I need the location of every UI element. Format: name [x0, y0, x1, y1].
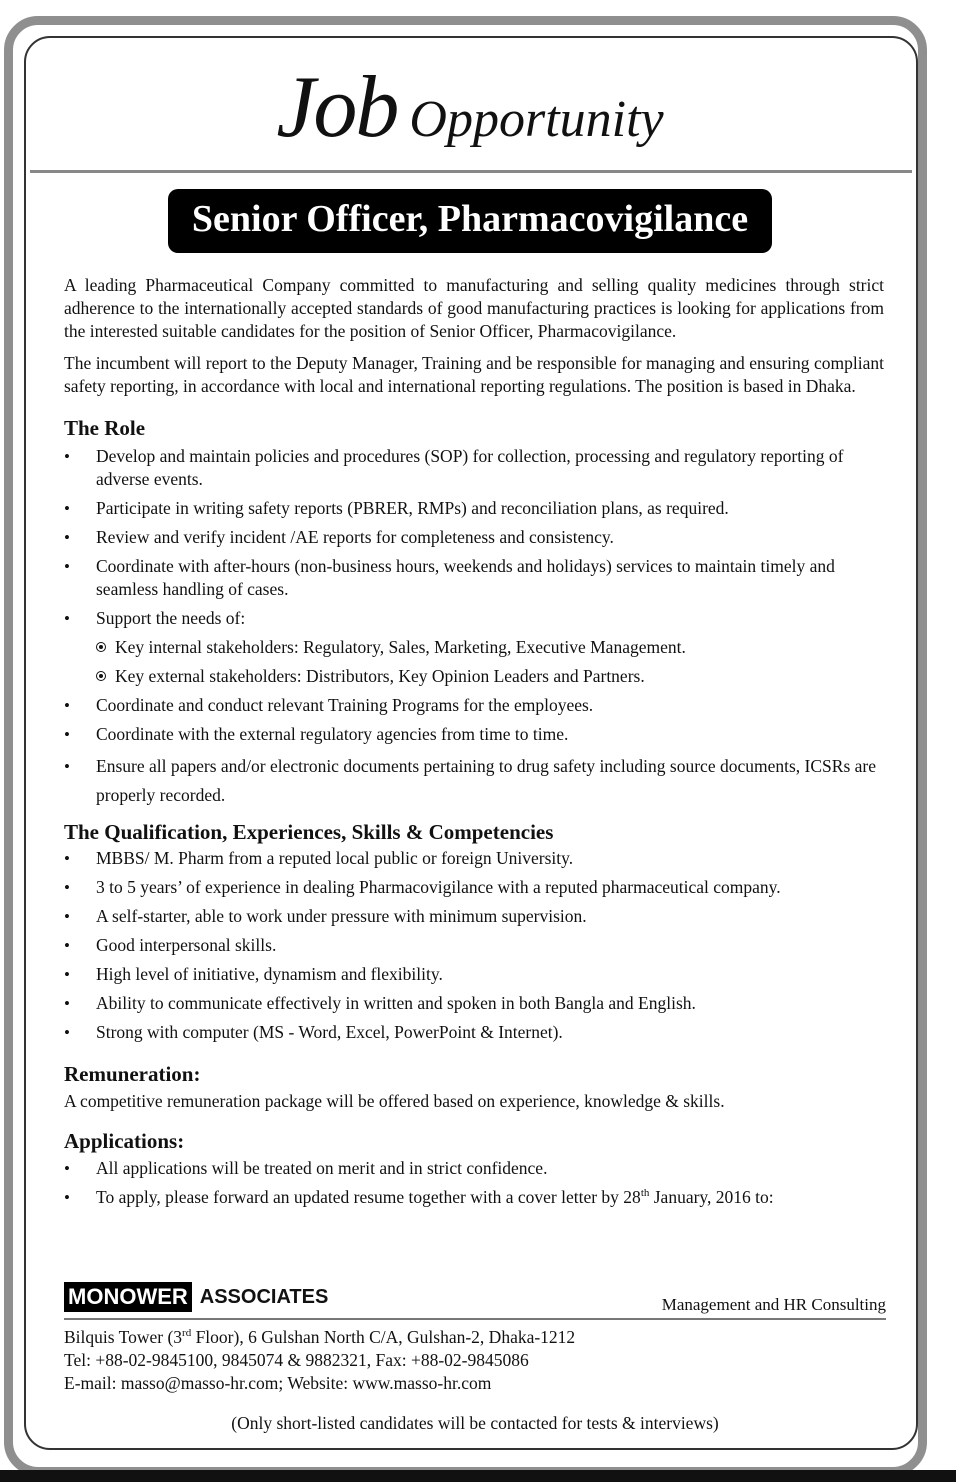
list-item: • High level of initiative, dynamism and flexibility.: [64, 963, 884, 986]
circle-bullet-icon: [96, 671, 106, 681]
list-item: [64, 1186, 884, 1209]
title-job: Job: [276, 59, 398, 156]
intro-paragraph-1: A leading Pharmaceutical Company committed to manufacturing and selling quality medicines through strict adherence to the internationally accepted standards of good manufacturing practices is looking for applications from the interested suitable candidates for the position of Senior Officer, Pharmacovigilance.: [64, 275, 884, 341]
list-item: • Strong with computer (MS - Word, Excel, PowerPoint & Internet).: [64, 1021, 884, 1044]
list-item: • A self-starter, able to work under pressure with minimum supervision.: [64, 905, 884, 928]
company-email[interactable]: E-mail: masso@masso-hr.com; Website: www.masso-hr.com: [64, 1373, 492, 1393]
title-opportunity: Opportunity: [409, 91, 664, 148]
circle-bullet-icon: [96, 642, 106, 652]
list-item: • Participate in writing safety reports (PBRER, RMPs) and reconciliation plans, as required.: [64, 497, 884, 520]
applications-list: [64, 1157, 884, 1209]
address-rest: Floor), 6 Gulshan North C/A, Gulshan-2, Dhaka-1212: [191, 1327, 576, 1347]
list-item: • Support the needs of:: [64, 607, 884, 630]
apply-date: January, 2016 to:: [649, 1187, 774, 1207]
footer-note: (Only short-listed candidates will be contacted for tests & interviews): [231, 1413, 719, 1433]
list-item: • Good interpersonal skills.: [64, 934, 884, 957]
date-suffix: th: [640, 1187, 650, 1200]
list-item: • Coordinate and conduct relevant Training Programs for the employees.: [64, 694, 884, 717]
sub-list-item: [64, 636, 884, 659]
position-banner: Senior Officer, Pharmacovigilance: [168, 189, 772, 253]
list-item: • MBBS/ M. Pharm from a reputed local public or foreign University.: [64, 847, 884, 870]
list-item: • All applications will be treated on merit and in strict confidence.: [64, 1157, 884, 1180]
list-item: • Coordinate with after-hours (non-business hours, weekends and holidays) services to maintain timely and seamless handling of cases.: [64, 555, 884, 601]
qualification-list: [64, 847, 884, 1044]
company-phone: Tel: +88-02-9845100, 9845074 & 9882321, Fax: +88-02-9845086: [64, 1350, 529, 1370]
sub-list-item: [64, 665, 884, 688]
list-item: • Ability to communicate effectively in written and spoken in both Bangla and English.: [64, 992, 884, 1015]
list-item: • Ensure all papers and/or electronic documents pertaining to drug safety including source documents, ICSRs are properly recorded.: [64, 752, 884, 810]
contact-divider: [64, 1318, 886, 1320]
company-logo: [64, 1282, 328, 1312]
qualification-heading: The Qualification, Experiences, Skills & Competencies: [64, 820, 554, 844]
floor-suffix: rd: [182, 1327, 192, 1340]
contact-block: [64, 1326, 575, 1395]
logo-monower: MONOWER: [64, 1282, 192, 1312]
applications-heading: Applications:: [64, 1129, 185, 1153]
ad-content: [64, 274, 884, 1209]
remuneration-text: A competitive remuneration package will be offered based on experience, knowledge & skills.: [64, 1091, 725, 1111]
title-divider: [30, 170, 912, 173]
intro-paragraph-2: The incumbent will report to the Deputy Manager, Training and be responsible for managing and ensuring compliant safety reporting, in accordance with local and international reporting regulations. The position is based in Dhaka.: [64, 353, 884, 396]
company-tagline: Management and HR Consulting: [661, 1295, 886, 1314]
apply-text: To apply, please forward an updated resume together with a cover letter by 28: [96, 1187, 641, 1207]
page-title: [0, 58, 940, 170]
remuneration-heading: Remuneration:: [64, 1062, 201, 1086]
sub-list-item-text: Key external stakeholders: Distributors, Key Opinion Leaders and Partners.: [115, 666, 645, 686]
bottom-edge-bar: [0, 1470, 956, 1482]
list-item: • Develop and maintain policies and procedures (SOP) for collection, processing and regulatory reporting of adverse events.: [64, 445, 884, 491]
company-address: [64, 1326, 575, 1349]
sub-list-item-text: Key internal stakeholders: Regulatory, Sales, Marketing, Executive Management.: [115, 637, 686, 657]
list-item: • 3 to 5 years’ of experience in dealing Pharmacovigilance with a reputed pharmaceutical company.: [64, 876, 884, 899]
logo-associates: ASSOCIATES: [199, 1286, 329, 1308]
role-heading: The Role: [64, 416, 146, 440]
list-item: • Coordinate with the external regulatory agencies from time to time.: [64, 723, 884, 746]
address-text: Bilquis Tower (3: [64, 1327, 183, 1347]
list-item: • Review and verify incident /AE reports for completeness and consistency.: [64, 526, 884, 549]
role-list: [64, 445, 884, 810]
